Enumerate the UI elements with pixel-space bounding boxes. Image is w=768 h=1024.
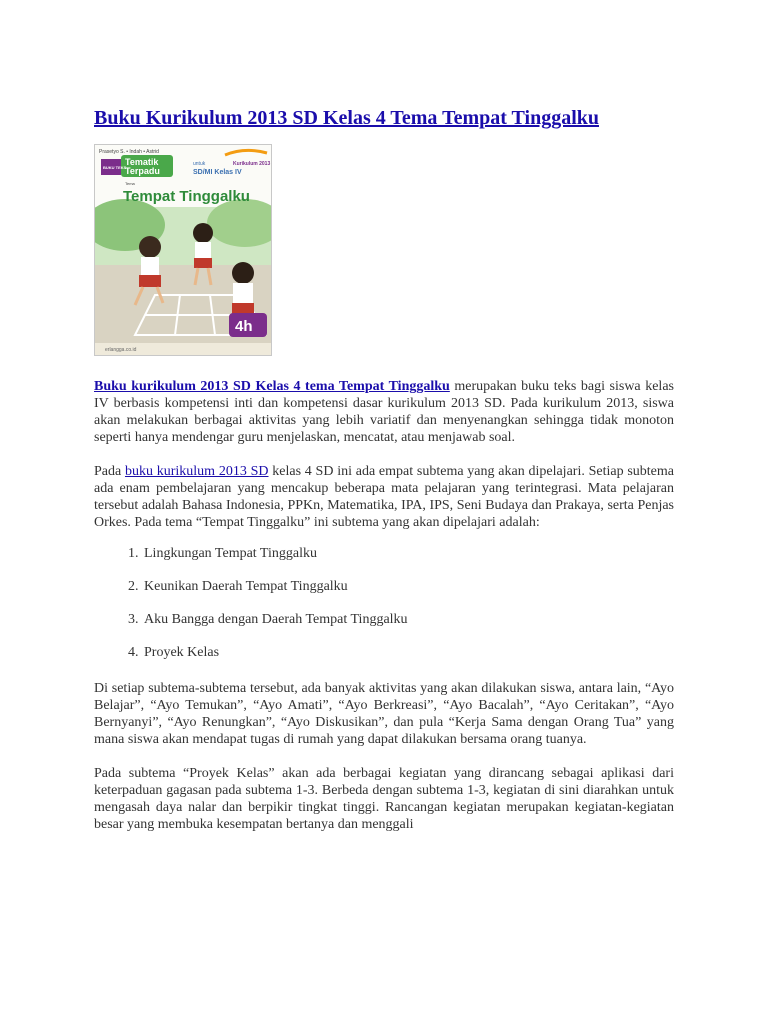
article-title-link[interactable]: Buku Kurikulum 2013 SD Kelas 4 Tema Tempat Tinggalku: [94, 107, 599, 129]
cover-edition: 4h: [235, 318, 253, 335]
subtheme-intro-text: kelas 4 SD ini ada empat subtema yang akan dipelajari. Setiap subtema ada enam pembelajaran yang mencakup beberapa mata pelajaran yang terintegrasi. Mata pelajaran tersebut adalah Bahasa Indonesia, PPKn, Matematika, IPA, IPS, Seni Budaya dan Prakaya, serta Penjas Orkes. Pada tema “Tempat Tinggalku” ini subtema yang akan dipelajari adalah:: [94, 464, 675, 530]
paragraph-class-project: Pada subtema “Proyek Kelas” akan ada berbagai kegiatan yang dirancang sebagai aplikasi dari keterpaduan gagasan pada subtema 1-3. Berbeda dengan subtema 1-3, kegiatan di sini diarahkan untuk mengasah daya nalar dan berpikir tingkat tinggi. Rancangan kegiatan merupakan kegiatan-kegiatan besar yang membuka kesempatan bertanya dan menggali: [94, 766, 674, 832]
subtheme-list: [94, 545, 674, 661]
paragraph-activities: Di setiap subtema-subtema tersebut, ada banyak aktivitas yang akan dilakukan siswa, antara lain, “Ayo Belajar”, “Ayo Temukan”, “Ayo Amati”, “Ayo Berkreasi”, “Ayo Bacalah”, “Ayo Ceritakan”, “Ayo Bernyanyi”, “Ayo Renungkan”, “Ayo Diskusikan”, dan pula “Kerja Sama dengan Orang Tua” yang mana siswa akan mendapat tugas di rumah yang dapat dilakukan bersama orang tuanya.: [94, 681, 674, 747]
cover-series-title-1: Tematik: [125, 157, 159, 167]
subtheme-intro-prefix: Pada: [94, 464, 125, 479]
list-item: 3. Aku Bangga dengan Daerah Tempat Tinggalku: [142, 611, 674, 628]
list-item: 4. Proyek Kelas: [142, 644, 674, 661]
intro-link[interactable]: Buku kurikulum 2013 SD Kelas 4 tema Tempat Tinggalku: [94, 379, 450, 394]
subtheme-intro-link[interactable]: buku kurikulum 2013 SD: [124, 464, 269, 479]
cover-main-title: Tempat Tinggalku: [123, 188, 250, 205]
cover-for-label: untuk: [193, 161, 206, 167]
list-item: 1. Lingkungan Tempat Tinggalku: [142, 545, 674, 562]
list-item: 2. Keunikan Daerah Tempat Tinggalku: [142, 578, 674, 595]
cover-level: SD/MI Kelas IV: [193, 169, 242, 176]
article-title: [94, 106, 674, 130]
paragraph-intro: [94, 378, 674, 446]
cover-series-tag: BUKU TEKS: [103, 165, 127, 170]
cover-authors: Prasetyo S. • Indah • Astrid: [99, 149, 159, 155]
cover-publisher: Kurikulum 2013: [233, 161, 271, 167]
cover-theme-label: Tema: [125, 181, 135, 186]
intro-text: merupakan buku teks bagi siswa kelas IV berbasis kompetensi inti dan kompetensi dasar kurikulum 2013 SD. Pada kurikulum 2013, siswa akan melakukan berbagai aktivitas yang lebih variatif dan menyenangkan sehingga tidak monoton seperti hanya mendengar guru menjelaskan, mencatat, atau menjawab soal.: [94, 379, 674, 445]
article: [94, 0, 674, 833]
paragraph-subtheme-intro: [94, 463, 674, 531]
book-cover-image: [94, 144, 272, 356]
cover-series-title-2: Terpadu: [125, 166, 160, 176]
cover-bottom-note: erlangga.co.id: [105, 347, 137, 353]
